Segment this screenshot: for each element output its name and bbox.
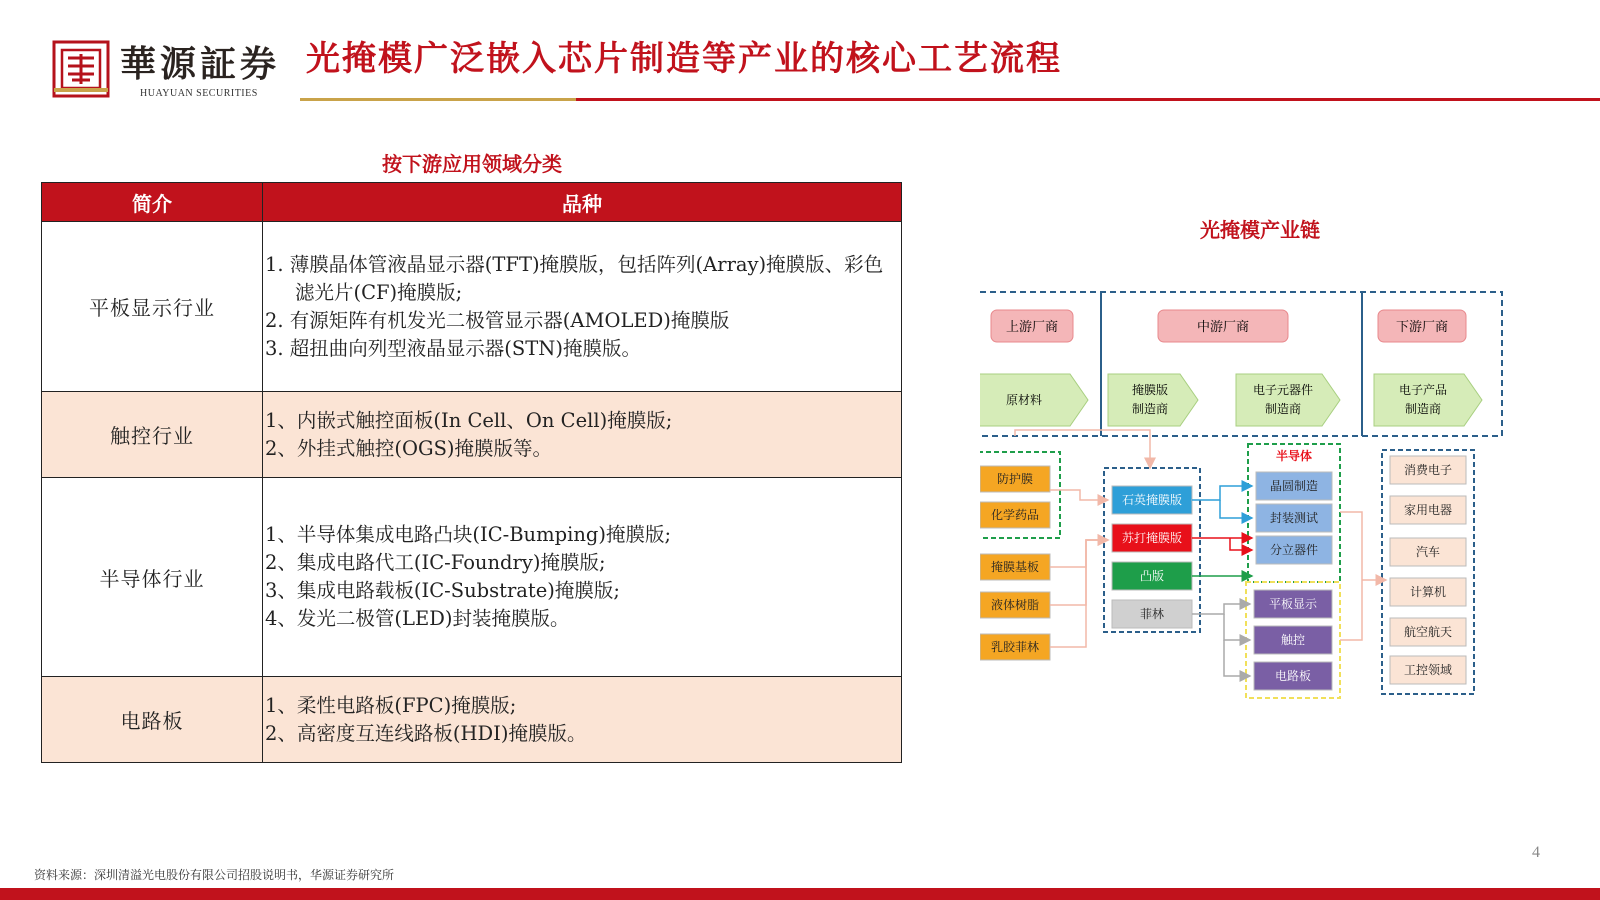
connector-line [1050,540,1108,647]
material-box [980,502,1050,528]
row-name: 平板显示行业 [42,222,263,392]
end-product-box [1390,456,1466,484]
row-item: 3、集成电路载板(IC-Substrate)掩膜版; [265,579,620,602]
stage-label: 上游厂商 [1005,320,1059,335]
connector-line [1050,540,1108,605]
svg-text:家用电器: 家用电器 [1403,503,1453,517]
row-name: 触控行业 [42,392,263,478]
display-box [1254,590,1332,618]
svg-text:原材料: 原材料 [1005,393,1043,407]
row-item: 1、内嵌式触控面板(In Cell、On Cell)掩膜版; [265,408,673,432]
row-items [263,478,902,677]
row-item: 2、集成电路代工(IC-Foundry)掩膜版; [265,551,606,574]
mask-box [1112,562,1192,590]
connector-line [1050,540,1108,567]
svg-text:制造商: 制造商 [1131,402,1169,416]
svg-text:触控: 触控 [1280,633,1306,647]
table-row [42,222,902,392]
stage-upstream [991,310,1073,342]
svg-text:电子产品: 电子产品 [1398,383,1448,397]
stage-downstream [1378,310,1466,342]
svg-text:凸版: 凸版 [1139,569,1165,583]
svg-text:化学药品: 化学药品 [990,508,1040,522]
row-item: 2、高密度互连线路板(HDI)掩膜版。 [265,721,587,745]
page-title: 光掩模广泛嵌入芯片制造等产业的核心工艺流程 [306,39,1062,79]
industry-chain-diagram [980,290,1520,720]
table-caption: 按下游应用领域分类 [382,152,562,176]
material-box [980,466,1050,492]
end-product-box [1390,656,1466,684]
display-box [1254,662,1332,690]
application-table [41,182,902,763]
page-number: 4 [1532,844,1540,861]
arrow-mask-maker [1108,374,1198,426]
material-box [980,634,1050,660]
semi-box [1256,472,1332,500]
semi-group-label: 半导体 [1275,449,1313,463]
material-box [980,554,1050,580]
title-rule-red [576,98,1600,101]
svg-text:工控领域: 工控领域 [1403,663,1453,677]
table-header-intro: 简介 [42,183,263,222]
svg-text:掩膜基板: 掩膜基板 [990,560,1040,574]
end-product-box [1390,538,1466,566]
row-items [263,222,902,392]
mask-box [1112,524,1192,552]
row-item: 2. 有源矩阵有机发光二极管显示器(AMOLED)掩膜版 [265,308,730,332]
svg-text:电子元器件: 电子元器件 [1252,383,1314,397]
end-product-box [1390,496,1466,524]
svg-text:晶圆制造: 晶圆制造 [1269,479,1319,493]
row-item: 3. 超扭曲向列型液晶显示器(STN)掩膜版。 [265,336,641,360]
company-logo-subtitle: HUAYUAN SECURITIES [140,88,258,99]
row-name: 电路板 [42,677,263,763]
svg-text:电路板: 电路板 [1274,669,1312,683]
svg-text:消费电子: 消费电子 [1403,463,1453,477]
end-product-box [1390,618,1466,646]
svg-text:乳胶菲林: 乳胶菲林 [990,640,1040,654]
connector-line [1340,512,1362,640]
mask-box [1112,486,1192,514]
connector-line [1050,490,1108,500]
row-item: 2、外挂式触控(OGS)掩膜版等。 [265,436,553,460]
footer-bar [0,888,1600,900]
row-items [263,392,902,478]
company-logo-icon [52,40,110,98]
semi-box [1256,504,1332,532]
source-note: 资料来源：深圳清溢光电股份有限公司招股说明书，华源证券研究所 [34,868,395,882]
arrow-product-maker [1374,374,1482,426]
stage-label: 中游厂商 [1196,320,1250,335]
svg-text:分立器件: 分立器件 [1269,543,1319,557]
title-rule-gold [300,98,576,101]
row-item: 4、发光二极管(LED)封装掩膜版。 [265,607,570,630]
svg-text:制造商: 制造商 [1404,402,1442,416]
row-item: 1、半导体集成电路凸块(IC-Bumping)掩膜版; [265,523,672,546]
arrow-raw-material [980,374,1088,426]
row-name: 半导体行业 [42,478,263,677]
svg-text:防护膜: 防护膜 [996,472,1034,486]
svg-text:汽车: 汽车 [1415,545,1441,559]
chain-title: 光掩模产业链 [1200,218,1320,242]
table-row [42,677,902,763]
svg-text:封装测试: 封装测试 [1269,511,1319,525]
svg-text:菲林: 菲林 [1139,607,1165,621]
row-item: 1. 薄膜晶体管液晶显示器(TFT)掩膜版，包括阵列(Array)掩膜版、彩色滤光片(CF)掩膜版; [265,252,884,304]
svg-text:制造商: 制造商 [1264,402,1302,416]
table-row [42,478,902,677]
material-box [980,592,1050,618]
svg-text:平板显示: 平板显示 [1268,597,1318,611]
semi-box [1256,536,1332,564]
stage-label: 下游厂商 [1395,320,1449,335]
svg-text:计算机: 计算机 [1409,585,1447,599]
stage-midstream [1158,310,1288,342]
svg-text:液体树脂: 液体树脂 [990,598,1040,612]
chain-boxes [980,456,1466,690]
svg-text:石英掩膜版: 石英掩膜版 [1121,493,1183,507]
company-logo-text: 華源証券 [120,43,281,85]
mask-box [1112,600,1192,628]
arrow-component-maker [1236,374,1340,426]
table-header-row [42,183,902,222]
svg-text:掩膜版: 掩膜版 [1131,383,1169,397]
table-header-variety: 品种 [263,183,902,222]
end-product-box [1390,578,1466,606]
row-items [263,677,902,763]
svg-text:航空航天: 航空航天 [1403,625,1453,639]
svg-text:苏打掩膜版: 苏打掩膜版 [1121,531,1183,545]
row-item: 1、柔性电路板(FPC)掩膜版; [265,693,517,717]
display-box [1254,626,1332,654]
table-row [42,392,902,478]
